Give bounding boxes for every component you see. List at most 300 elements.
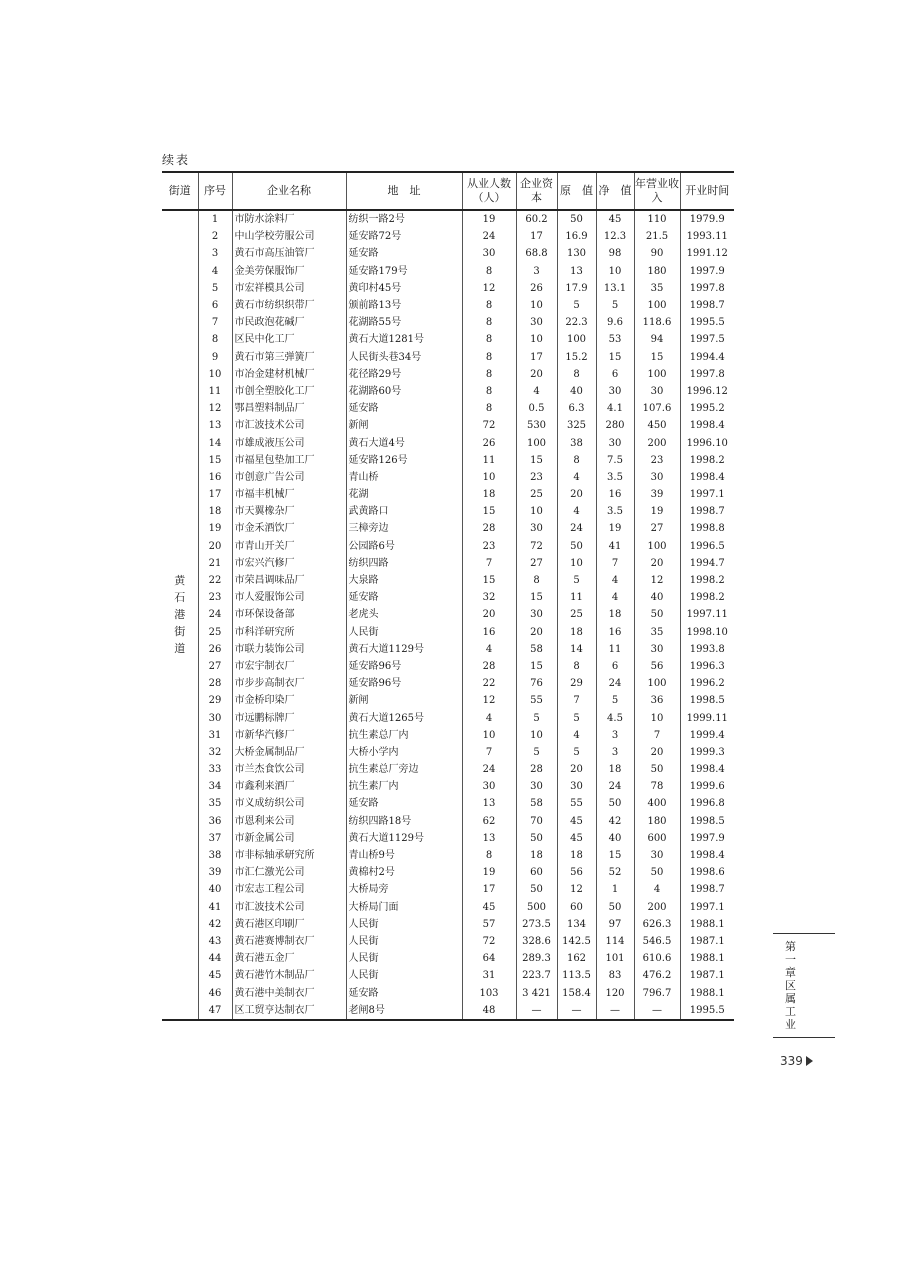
table-row (162, 228, 734, 245)
cell-name: 市荣昌调味品厂 (232, 572, 346, 589)
cell-no: 2 (198, 228, 232, 245)
cell-original: 14 (557, 641, 596, 658)
cell-capital: 289.3 (516, 950, 557, 967)
cell-net: 50 (596, 795, 634, 812)
cell-no: 43 (198, 933, 232, 950)
cell-net: 45 (596, 210, 634, 228)
table-row (162, 469, 734, 486)
cell-opened: 1997.9 (680, 830, 734, 847)
cell-revenue: 10 (634, 709, 680, 726)
cell-original: 4 (557, 503, 596, 520)
cell-no: 37 (198, 830, 232, 847)
table-row (162, 967, 734, 984)
cell-original: 45 (557, 830, 596, 847)
enterprise-table (162, 171, 734, 1021)
cell-net: 15 (596, 349, 634, 366)
cell-no: 38 (198, 847, 232, 864)
cell-no: 32 (198, 744, 232, 761)
cell-capital: 10 (516, 297, 557, 314)
cell-original: 5 (557, 709, 596, 726)
cell-capital: 20 (516, 366, 557, 383)
cell-employees: 26 (462, 434, 516, 451)
cell-revenue: 796.7 (634, 984, 680, 1001)
cell-name: 市创意广告公司 (232, 469, 346, 486)
cell-address: 新闸 (346, 692, 462, 709)
cell-revenue: 180 (634, 813, 680, 830)
cell-revenue: 20 (634, 744, 680, 761)
cell-employees: 31 (462, 967, 516, 984)
cell-name: 市环保设备部 (232, 606, 346, 623)
cell-net: 24 (596, 675, 634, 692)
table-row (162, 984, 734, 1001)
cell-opened: 1997.5 (680, 331, 734, 348)
cell-revenue: 36 (634, 692, 680, 709)
cell-address: 抗生素总厂旁边 (346, 761, 462, 778)
cell-employees: 8 (462, 297, 516, 314)
cell-address: 延安路 (346, 400, 462, 417)
cell-net: 13.1 (596, 280, 634, 297)
cell-capital: 70 (516, 813, 557, 830)
cell-capital: 68.8 (516, 245, 557, 262)
cell-revenue: 56 (634, 658, 680, 675)
cell-address: 三樟旁边 (346, 520, 462, 537)
cell-capital: 28 (516, 761, 557, 778)
cell-net: 30 (596, 434, 634, 451)
cell-net: 98 (596, 245, 634, 262)
cell-opened: 1995.2 (680, 400, 734, 417)
header-employees: 从业人数（人） (462, 172, 516, 210)
cell-revenue: 30 (634, 383, 680, 400)
cell-address: 纺织四路18号 (346, 813, 462, 830)
cell-address: 花径路29号 (346, 366, 462, 383)
cell-employees: 8 (462, 400, 516, 417)
cell-revenue: 90 (634, 245, 680, 262)
cell-employees: 8 (462, 847, 516, 864)
cell-net: 15 (596, 847, 634, 864)
cell-employees: 11 (462, 452, 516, 469)
cell-original: 29 (557, 675, 596, 692)
table-row (162, 331, 734, 348)
cell-capital: 55 (516, 692, 557, 709)
cell-revenue: 23 (634, 452, 680, 469)
cell-original: 325 (557, 417, 596, 434)
cell-address: 花湖路55号 (346, 314, 462, 331)
cell-capital: 10 (516, 503, 557, 520)
cell-revenue: 21.5 (634, 228, 680, 245)
cell-opened: 1998.2 (680, 452, 734, 469)
table-row (162, 210, 734, 228)
cell-address: 黄棉村2号 (346, 864, 462, 881)
cell-name: 市雄成液压公司 (232, 434, 346, 451)
cell-employees: 24 (462, 228, 516, 245)
cell-revenue: 94 (634, 331, 680, 348)
cell-employees: 16 (462, 624, 516, 641)
cell-capital: 72 (516, 538, 557, 555)
cell-original: 8 (557, 366, 596, 383)
cell-capital: 25 (516, 486, 557, 503)
table-row (162, 383, 734, 400)
cell-address: 人民街 (346, 967, 462, 984)
cell-address: 黄石大道1129号 (346, 641, 462, 658)
cell-employees: 10 (462, 727, 516, 744)
header-capital: 企业资本 (516, 172, 557, 210)
cell-employees: 32 (462, 589, 516, 606)
cell-revenue: 30 (634, 641, 680, 658)
table-row (162, 572, 734, 589)
cell-opened: 1979.9 (680, 210, 734, 228)
cell-net: 5 (596, 297, 634, 314)
cell-original: 38 (557, 434, 596, 451)
cell-opened: 1999.3 (680, 744, 734, 761)
cell-opened: 1995.5 (680, 1002, 734, 1020)
cell-net: 3 (596, 744, 634, 761)
cell-revenue: 107.6 (634, 400, 680, 417)
table-row (162, 297, 734, 314)
cell-opened: 1998.4 (680, 847, 734, 864)
cell-name: 市科洋研究所 (232, 624, 346, 641)
cell-no: 13 (198, 417, 232, 434)
cell-net: 1 (596, 881, 634, 898)
cell-revenue: 476.2 (634, 967, 680, 984)
cell-name: 市金禾酒饮厂 (232, 520, 346, 537)
cell-name: 市汇波技术公司 (232, 899, 346, 916)
table-row (162, 263, 734, 280)
cell-original: 55 (557, 795, 596, 812)
cell-original: 113.5 (557, 967, 596, 984)
cell-no: 24 (198, 606, 232, 623)
cell-capital: 50 (516, 830, 557, 847)
cell-no: 20 (198, 538, 232, 555)
cell-revenue: 50 (634, 864, 680, 881)
table-row (162, 950, 734, 967)
cell-employees: 18 (462, 486, 516, 503)
cell-name: 市汇仁激光公司 (232, 864, 346, 881)
cell-opened: 1996.8 (680, 795, 734, 812)
cell-revenue: 118.6 (634, 314, 680, 331)
cell-no: 40 (198, 881, 232, 898)
cell-address: 人民街 (346, 624, 462, 641)
cell-opened: 1997.8 (680, 280, 734, 297)
table-row (162, 933, 734, 950)
cell-employees: 8 (462, 263, 516, 280)
cell-net: 19 (596, 520, 634, 537)
cell-no: 12 (198, 400, 232, 417)
table-row (162, 434, 734, 451)
cell-original: 24 (557, 520, 596, 537)
cell-net: 101 (596, 950, 634, 967)
cell-opened: 1998.7 (680, 881, 734, 898)
cell-opened: 1997.1 (680, 899, 734, 916)
cell-name: 鄂昌塑料制品厂 (232, 400, 346, 417)
cell-employees: 7 (462, 555, 516, 572)
table-row (162, 538, 734, 555)
cell-net: 10 (596, 263, 634, 280)
cell-address: 延安路96号 (346, 658, 462, 675)
cell-no: 5 (198, 280, 232, 297)
cell-name: 市人爱服饰公司 (232, 589, 346, 606)
cell-opened: 1997.11 (680, 606, 734, 623)
cell-employees: 30 (462, 245, 516, 262)
cell-net: 50 (596, 899, 634, 916)
cell-name: 市非标轴承研究所 (232, 847, 346, 864)
cell-net: 4 (596, 572, 634, 589)
cell-no: 25 (198, 624, 232, 641)
cell-address: 青山桥9号 (346, 847, 462, 864)
cell-no: 4 (198, 263, 232, 280)
cell-opened: 1995.5 (680, 314, 734, 331)
cell-revenue: 12 (634, 572, 680, 589)
cell-opened: 1998.4 (680, 417, 734, 434)
cell-original: 4 (557, 469, 596, 486)
table-row (162, 830, 734, 847)
cell-original: 18 (557, 847, 596, 864)
cell-employees: 8 (462, 331, 516, 348)
cell-address: 大泉路 (346, 572, 462, 589)
cell-address: 人民街头巷34号 (346, 349, 462, 366)
cell-employees: 62 (462, 813, 516, 830)
cell-opened: 1991.12 (680, 245, 734, 262)
table-row (162, 503, 734, 520)
cell-original: 158.4 (557, 984, 596, 1001)
cell-revenue: 600 (634, 830, 680, 847)
page-number-block (780, 1054, 813, 1068)
cell-revenue: 19 (634, 503, 680, 520)
cell-revenue: 50 (634, 761, 680, 778)
cell-address: 延安路 (346, 589, 462, 606)
table-row (162, 520, 734, 537)
cell-employees: 30 (462, 778, 516, 795)
cell-capital: 76 (516, 675, 557, 692)
cell-net: 3.5 (596, 503, 634, 520)
cell-revenue: 35 (634, 624, 680, 641)
cell-net: 120 (596, 984, 634, 1001)
cell-employees: 48 (462, 1002, 516, 1020)
cell-capital: 5 (516, 709, 557, 726)
cell-original: 4 (557, 727, 596, 744)
cell-capital: 500 (516, 899, 557, 916)
cell-capital: 100 (516, 434, 557, 451)
cell-address: 延安路126号 (346, 452, 462, 469)
cell-revenue: 180 (634, 263, 680, 280)
cell-name: 黄石市高压油管厂 (232, 245, 346, 262)
cell-name: 市联力装饰公司 (232, 641, 346, 658)
cell-address: 黄石大道4号 (346, 434, 462, 451)
cell-original: 5 (557, 572, 596, 589)
cell-net: 4 (596, 589, 634, 606)
table-row (162, 899, 734, 916)
cell-no: 6 (198, 297, 232, 314)
cell-original: 134 (557, 916, 596, 933)
cell-capital: 5 (516, 744, 557, 761)
cell-original: 15.2 (557, 349, 596, 366)
cell-original: 60 (557, 899, 596, 916)
cell-original: 50 (557, 538, 596, 555)
cell-no: 9 (198, 349, 232, 366)
cell-employees: 4 (462, 709, 516, 726)
cell-net: 41 (596, 538, 634, 555)
cell-revenue: 35 (634, 280, 680, 297)
cell-revenue: 100 (634, 675, 680, 692)
cell-name: 市新华汽修厂 (232, 727, 346, 744)
cell-name: 市宏祥模具公司 (232, 280, 346, 297)
cell-employees: 15 (462, 572, 516, 589)
cell-no: 47 (198, 1002, 232, 1020)
cell-name: 市步步高制衣厂 (232, 675, 346, 692)
cell-name: 黄石港竹木制品厂 (232, 967, 346, 984)
cell-revenue: 78 (634, 778, 680, 795)
cell-no: 45 (198, 967, 232, 984)
cell-original: 130 (557, 245, 596, 262)
cell-name: 市恩利来公司 (232, 813, 346, 830)
table-row (162, 864, 734, 881)
cell-employees: 12 (462, 280, 516, 297)
table-row (162, 916, 734, 933)
cell-opened: 1987.1 (680, 967, 734, 984)
cell-address: 黄印村45号 (346, 280, 462, 297)
cell-capital: 26 (516, 280, 557, 297)
cell-opened: 1999.6 (680, 778, 734, 795)
cell-no: 34 (198, 778, 232, 795)
cell-original: 25 (557, 606, 596, 623)
cell-opened: 1988.1 (680, 984, 734, 1001)
table-row (162, 727, 734, 744)
cell-address: 颁前路13号 (346, 297, 462, 314)
cell-address: 纺织四路 (346, 555, 462, 572)
cell-opened: 1988.1 (680, 950, 734, 967)
cell-capital: 58 (516, 795, 557, 812)
header-original-value: 原 值 (557, 172, 596, 210)
cell-capital: — (516, 1002, 557, 1020)
cell-address: 武黄路口 (346, 503, 462, 520)
cell-address: 老闸8号 (346, 1002, 462, 1020)
cell-capital: 15 (516, 589, 557, 606)
cell-employees: 4 (462, 641, 516, 658)
cell-opened: 1996.12 (680, 383, 734, 400)
cell-net: 7 (596, 555, 634, 572)
cell-opened: 1998.10 (680, 624, 734, 641)
cell-net: 97 (596, 916, 634, 933)
table-row (162, 744, 734, 761)
cell-opened: 1998.2 (680, 572, 734, 589)
cell-capital: 8 (516, 572, 557, 589)
cell-net: 24 (596, 778, 634, 795)
cell-original: 142.5 (557, 933, 596, 950)
cell-opened: 1987.1 (680, 933, 734, 950)
cell-revenue: 200 (634, 899, 680, 916)
cell-net: 3 (596, 727, 634, 744)
cell-original: 8 (557, 658, 596, 675)
cell-capital: 3 421 (516, 984, 557, 1001)
cell-net: 16 (596, 486, 634, 503)
cell-employees: 8 (462, 383, 516, 400)
cell-address: 青山桥 (346, 469, 462, 486)
cell-no: 28 (198, 675, 232, 692)
cell-revenue: 39 (634, 486, 680, 503)
cell-address: 人民街 (346, 916, 462, 933)
table-row (162, 486, 734, 503)
cell-no: 10 (198, 366, 232, 383)
cell-revenue: 626.3 (634, 916, 680, 933)
cell-no: 15 (198, 452, 232, 469)
cell-original: 7 (557, 692, 596, 709)
cell-no: 17 (198, 486, 232, 503)
cell-address: 新闸 (346, 417, 462, 434)
cell-employees: 28 (462, 520, 516, 537)
cell-name: 市宏志工程公司 (232, 881, 346, 898)
continued-label: 续表 (162, 153, 191, 167)
cell-no: 44 (198, 950, 232, 967)
cell-address: 花湖 (346, 486, 462, 503)
cell-name: 市义成纺织公司 (232, 795, 346, 812)
cell-original: 5 (557, 744, 596, 761)
cell-capital: 50 (516, 881, 557, 898)
cell-no: 26 (198, 641, 232, 658)
table-header-row (162, 172, 734, 210)
cell-net: 6 (596, 366, 634, 383)
cell-name: 市青山开关厂 (232, 538, 346, 555)
cell-capital: 20 (516, 624, 557, 641)
cell-original: 20 (557, 761, 596, 778)
cell-no: 36 (198, 813, 232, 830)
table-row (162, 675, 734, 692)
cell-original: 8 (557, 452, 596, 469)
cell-name: 市汇波技术公司 (232, 417, 346, 434)
cell-name: 市新金属公司 (232, 830, 346, 847)
cell-employees: 13 (462, 795, 516, 812)
cell-no: 41 (198, 899, 232, 916)
cell-opened: 1993.11 (680, 228, 734, 245)
cell-capital: 3 (516, 263, 557, 280)
cell-employees: 19 (462, 210, 516, 228)
table-row (162, 709, 734, 726)
cell-employees: 103 (462, 984, 516, 1001)
cell-net: 52 (596, 864, 634, 881)
cell-opened: 1998.5 (680, 692, 734, 709)
cell-address: 人民街 (346, 950, 462, 967)
cell-capital: 60 (516, 864, 557, 881)
table-row (162, 847, 734, 864)
cell-revenue: 200 (634, 434, 680, 451)
cell-capital: 273.5 (516, 916, 557, 933)
table-row (162, 624, 734, 641)
cell-original: 45 (557, 813, 596, 830)
cell-capital: 10 (516, 727, 557, 744)
cell-opened: 1998.5 (680, 813, 734, 830)
cell-revenue: 15 (634, 349, 680, 366)
cell-revenue: 50 (634, 606, 680, 623)
cell-net: 16 (596, 624, 634, 641)
cell-opened: 1997.1 (680, 486, 734, 503)
cell-capital: 30 (516, 314, 557, 331)
cell-name: 黄石港区印刷厂 (232, 916, 346, 933)
cell-address: 延安路72号 (346, 228, 462, 245)
cell-name: 市兰杰食饮公司 (232, 761, 346, 778)
cell-capital: 328.6 (516, 933, 557, 950)
cell-capital: 30 (516, 606, 557, 623)
cell-no: 35 (198, 795, 232, 812)
cell-opened: 1997.9 (680, 263, 734, 280)
cell-net: 53 (596, 331, 634, 348)
table-row (162, 641, 734, 658)
cell-name: 区民中化工厂 (232, 331, 346, 348)
cell-capital: 15 (516, 452, 557, 469)
cell-no: 31 (198, 727, 232, 744)
cell-address: 大桥小学内 (346, 744, 462, 761)
cell-no: 39 (198, 864, 232, 881)
cell-no: 8 (198, 331, 232, 348)
table-row (162, 606, 734, 623)
cell-net: 4.5 (596, 709, 634, 726)
